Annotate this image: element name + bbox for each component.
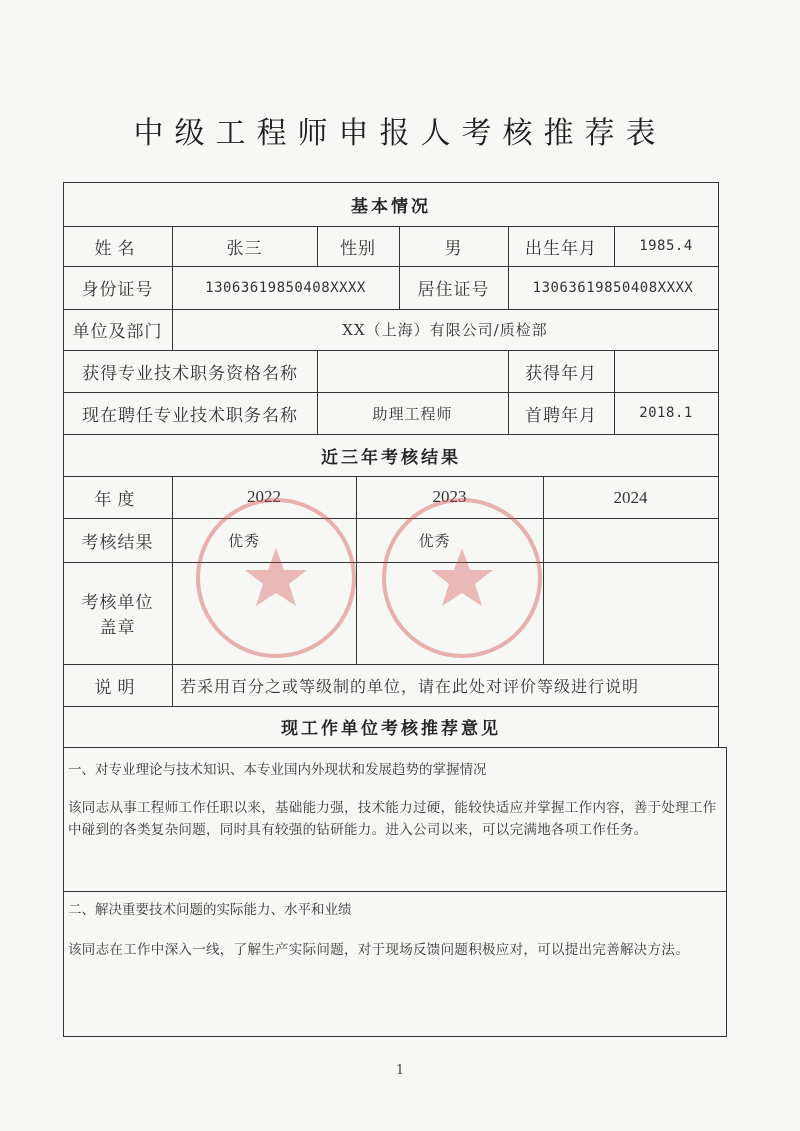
unit-value: XX（上海）有限公司/质检部 bbox=[342, 321, 548, 339]
result-2024 bbox=[543, 518, 718, 562]
name-label: 姓名 bbox=[94, 238, 141, 259]
seal-label bbox=[63, 562, 172, 664]
qualification-date-label: 获得年月 bbox=[525, 363, 597, 384]
gender-label: 性别 bbox=[340, 238, 376, 259]
page-title: 中级工程师申报人考核推荐表 bbox=[133, 116, 667, 151]
id-label: 身份证号 bbox=[81, 280, 154, 300]
company-seal-stamp bbox=[196, 498, 356, 658]
first-hire-label: 首聘年月 bbox=[525, 405, 597, 426]
section1-title: 一、对专业理论与技术知识、本专业国内外现状和发展趋势的掌握情况 bbox=[68, 762, 487, 778]
first-hire-value: 2018.1 bbox=[639, 405, 693, 421]
result-label: 考核结果 bbox=[81, 532, 154, 553]
birth-label: 出生年月 bbox=[525, 238, 597, 259]
year-label: 年度 bbox=[94, 489, 141, 510]
section2-body: 该同志在工作中深入一线，了解生产实际问题，对于现场反馈问题积极应对，可以提出完善解决方法。 bbox=[68, 942, 689, 958]
seal-label-line2: 盖章 bbox=[99, 618, 136, 638]
company-seal-stamp bbox=[382, 498, 542, 658]
qualification-date-value bbox=[614, 350, 718, 392]
section1-body: 该同志从事工程师工作任职以来，基础能力强，技术能力过硬，能较快适应并掌握工作内容，善于处理工作中碰到的各类复杂问题，同时具有较强的钻研能力。进入公司以来，可以完满地各项工作任务。 bbox=[68, 800, 717, 838]
current-title-value: 助理工程师 bbox=[372, 404, 453, 423]
result-2023: 优秀 bbox=[418, 531, 451, 550]
year-2024: 2024 bbox=[613, 488, 648, 507]
id-value: 13063619850408XXXX bbox=[205, 279, 366, 296]
current-title-label: 现在聘任专业技术职务名称 bbox=[82, 405, 298, 426]
name-value: 张三 bbox=[226, 238, 263, 259]
section2-title: 二、解决重要技术问题的实际能力、水平和业绩 bbox=[68, 902, 352, 918]
note-label: 说明 bbox=[94, 677, 141, 698]
qualification-label: 获得专业技术职务资格名称 bbox=[82, 363, 298, 384]
residence-value: 13063619850408XXXX bbox=[532, 279, 694, 296]
birth-value: 1985.4 bbox=[639, 238, 693, 254]
seal-label-line1: 考核单位 bbox=[81, 593, 154, 613]
note-value: 若采用百分之或等级制的单位，请在此处对评价等级进行说明 bbox=[180, 676, 640, 696]
assessment-header: 近三年考核结果 bbox=[321, 447, 461, 468]
page-number: 1 bbox=[395, 1063, 405, 1078]
gender-value: 男 bbox=[444, 238, 463, 259]
unit-label: 单位及部门 bbox=[72, 322, 163, 342]
residence-label: 居住证号 bbox=[417, 280, 490, 300]
result-2022: 优秀 bbox=[227, 531, 260, 550]
recommendation-header: 现工作单位考核推荐意见 bbox=[281, 719, 501, 739]
year-2023: 2023 bbox=[432, 487, 467, 506]
qualification-value bbox=[317, 350, 508, 392]
year-2022: 2022 bbox=[247, 487, 281, 506]
basic-info-header: 基本情况 bbox=[351, 196, 431, 217]
